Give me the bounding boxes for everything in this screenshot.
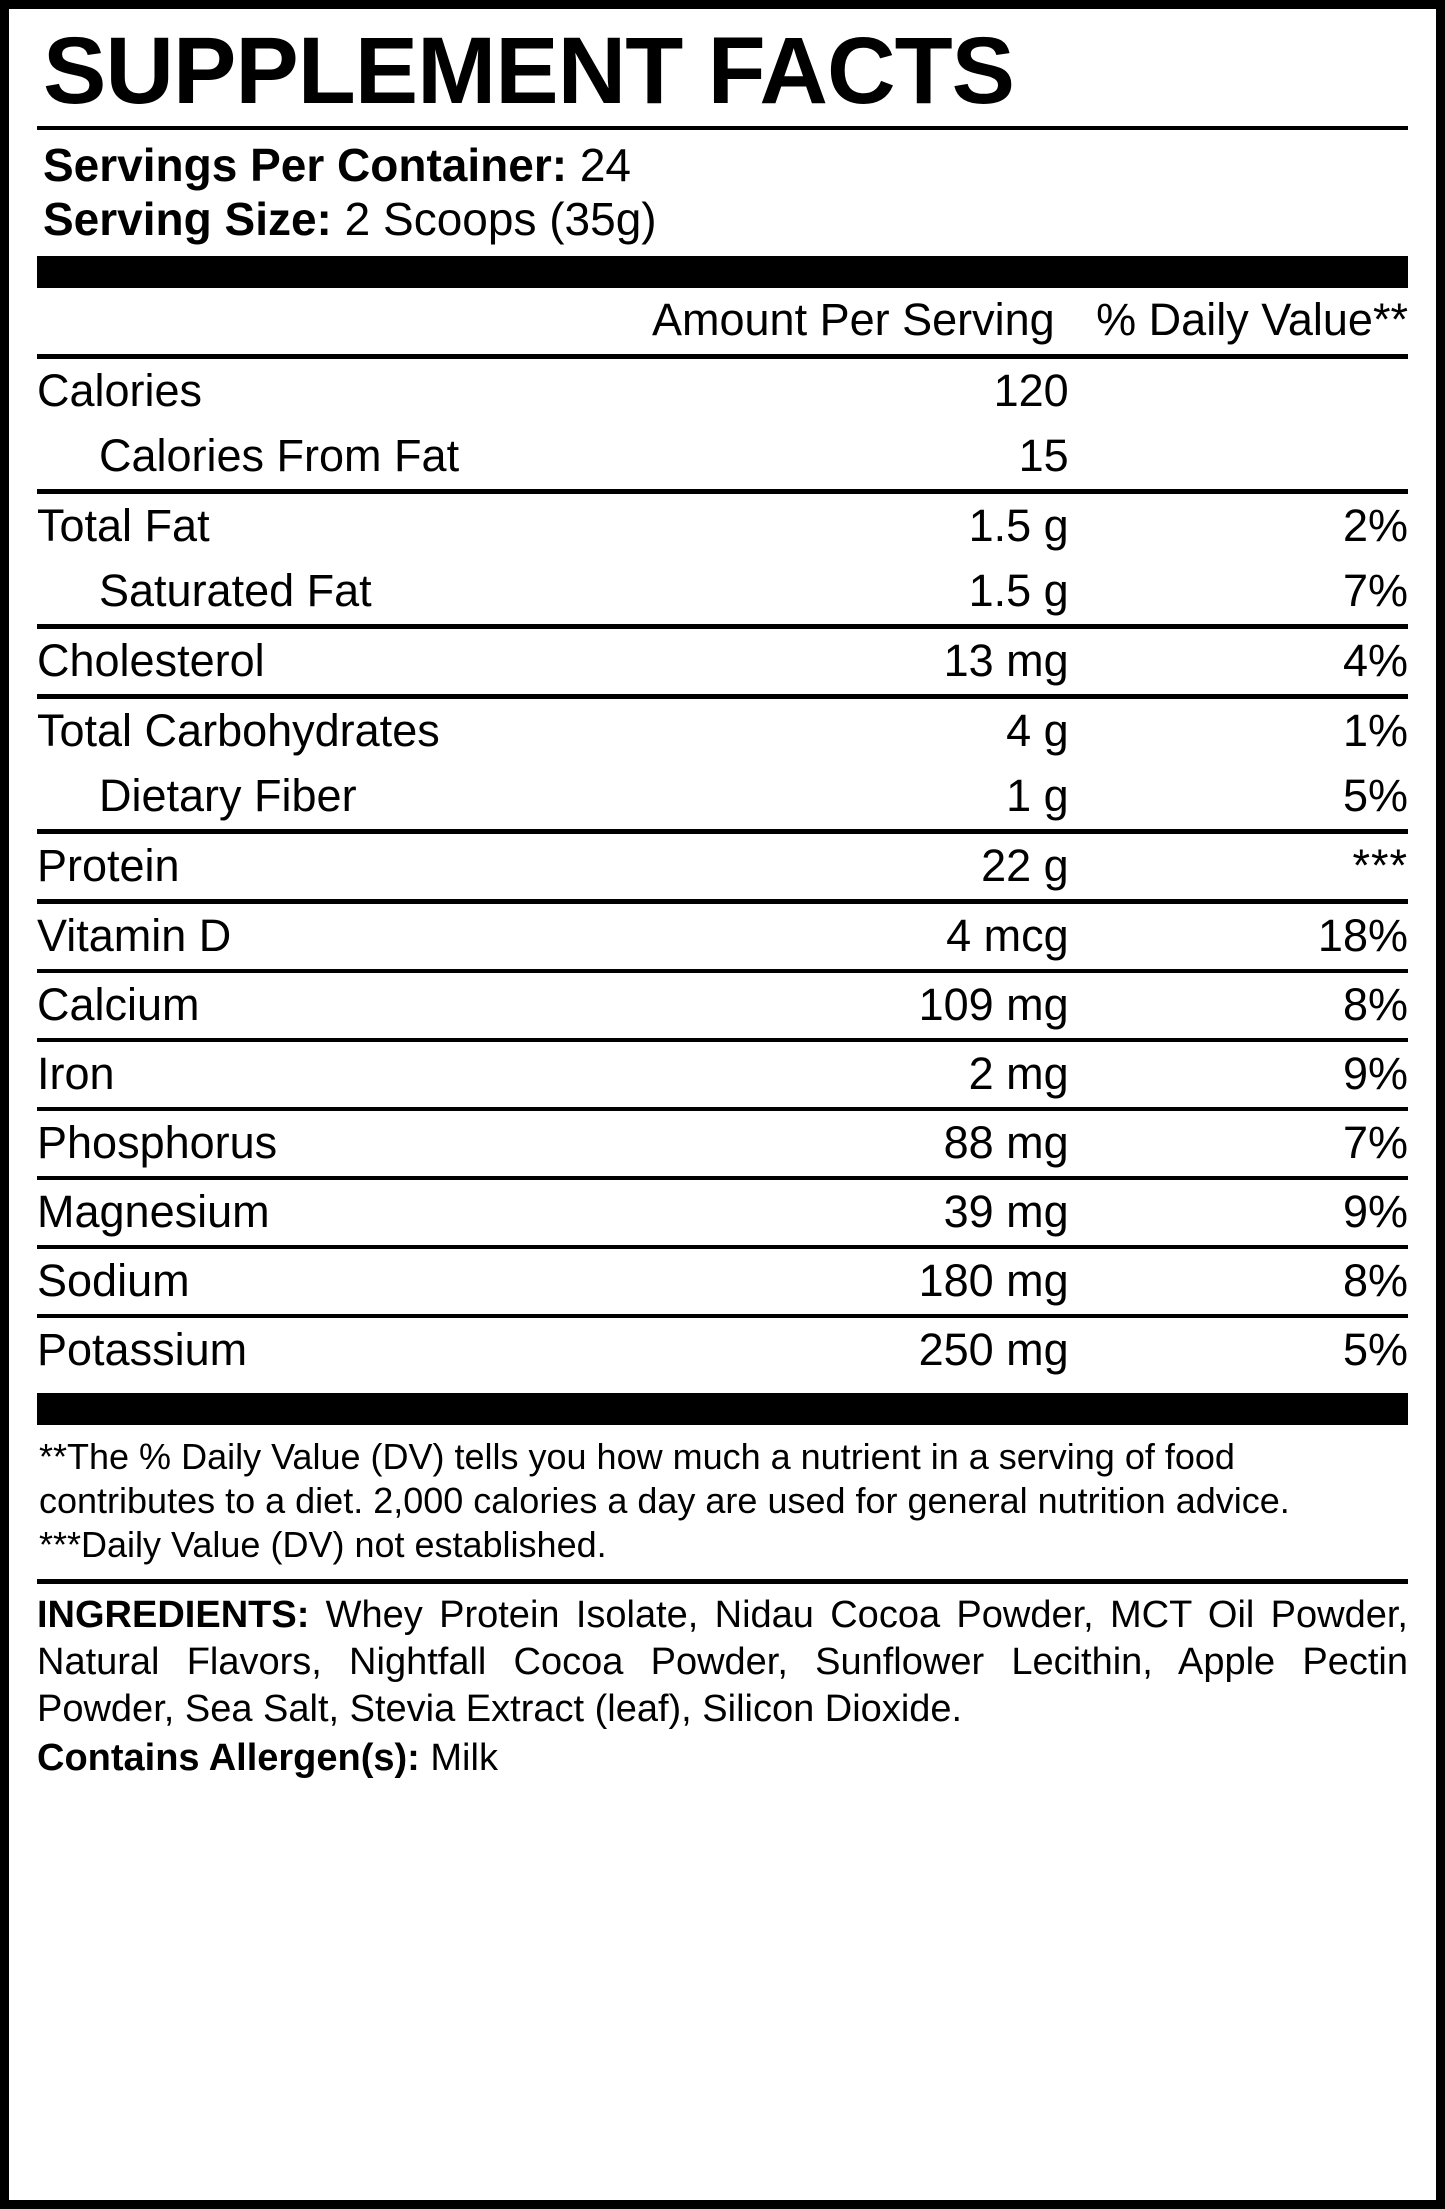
- serving-size-value: 2 Scoops (35g): [344, 193, 657, 246]
- serving-size-label: Serving Size:: [43, 193, 332, 246]
- row-name: Calcium: [37, 971, 553, 1040]
- servings-per-container-label: Servings Per Container:: [43, 138, 568, 191]
- row-amount: 180 mg: [553, 1247, 1069, 1316]
- serving-size-line: [43, 192, 1408, 246]
- table-row: [37, 627, 1408, 697]
- row-name: Vitamin D: [37, 902, 553, 972]
- row-amount: 15: [1018, 430, 1069, 482]
- row-amount: 109 mg: [553, 971, 1069, 1040]
- table-row: [37, 1178, 1408, 1247]
- nutrition-table-body: [37, 288, 1408, 1383]
- row-dv: 8%: [1069, 1247, 1408, 1316]
- row-amount: 1 g: [1006, 770, 1069, 822]
- table-row: [37, 1316, 1408, 1383]
- table-row: [37, 1247, 1408, 1316]
- header-daily-value: % Daily Value**: [1096, 294, 1408, 346]
- ingredients-divider: [37, 1579, 1408, 1584]
- row-dv: ***: [1069, 832, 1408, 902]
- row-amount: 1.5 g: [553, 492, 1069, 560]
- row-dv: [1069, 424, 1408, 492]
- row-name: Protein: [37, 832, 553, 902]
- row-name: Iron: [37, 1040, 553, 1109]
- allergens-block: [37, 1735, 1408, 1782]
- row-name: Total Fat: [37, 492, 553, 560]
- allergens-text: Milk: [430, 1737, 498, 1780]
- table-row: [37, 559, 1408, 627]
- row-dv: 9%: [1069, 1178, 1408, 1247]
- table-row: [37, 764, 1408, 832]
- footer-bar: [37, 1393, 1408, 1425]
- row-dv: 7%: [1069, 1109, 1408, 1178]
- row-amount: 39 mg: [553, 1178, 1069, 1247]
- row-dv: 7%: [1342, 565, 1408, 617]
- table-header-row: [37, 288, 1408, 357]
- allergens-label: Contains Allergen(s):: [37, 1737, 420, 1780]
- row-dv: 2%: [1069, 492, 1408, 560]
- row-name: Calories From Fat: [99, 430, 460, 482]
- table-row: [37, 357, 1408, 425]
- row-name: Calories: [37, 357, 553, 425]
- row-amount: 13 mg: [553, 627, 1069, 697]
- row-amount: 250 mg: [553, 1316, 1069, 1383]
- servings-per-container-line: [43, 138, 1408, 192]
- row-name: Dietary Fiber: [99, 770, 357, 822]
- title-divider: [37, 126, 1408, 130]
- row-name: Potassium: [37, 1316, 553, 1383]
- row-name: Phosphorus: [37, 1109, 553, 1178]
- table-row: [37, 832, 1408, 902]
- header-bar: [37, 256, 1408, 288]
- row-dv: 9%: [1069, 1040, 1408, 1109]
- table-row: [37, 1040, 1408, 1109]
- row-amount: 2 mg: [553, 1040, 1069, 1109]
- table-row: [37, 1109, 1408, 1178]
- header-amount-per-serving: Amount Per Serving: [652, 294, 1055, 346]
- page-title: SUPPLEMENT FACTS: [43, 18, 1015, 124]
- row-dv: 4%: [1069, 627, 1408, 697]
- row-dv: 5%: [1069, 1316, 1408, 1383]
- row-amount: 4 mcg: [553, 902, 1069, 972]
- serving-info: [43, 138, 1408, 247]
- row-amount: 120: [553, 357, 1069, 425]
- row-amount: 1.5 g: [968, 565, 1069, 617]
- row-dv: 18%: [1069, 902, 1408, 972]
- ingredients-text: Whey Protein Isolate, Nidau Cocoa Powder, MCT Oil Powder, Natural Flavors, Nightfall Cocoa Powder, Sunflower Lecithin, Apple Pectin Powder, Sea Salt, Stevia Extract (leaf), Silicon Dioxide.: [37, 1594, 1408, 1731]
- row-amount: 22 g: [553, 832, 1069, 902]
- row-dv: 8%: [1069, 971, 1408, 1040]
- table-row: [37, 424, 1408, 492]
- footnotes: [39, 1435, 1408, 1567]
- row-dv: 1%: [1069, 697, 1408, 765]
- row-name: Saturated Fat: [99, 565, 372, 617]
- footnote-not-established: ***Daily Value (DV) not established.: [39, 1524, 607, 1566]
- row-amount: 4 g: [553, 697, 1069, 765]
- table-row: [37, 697, 1408, 765]
- nutrition-table: [37, 288, 1408, 1383]
- ingredients-block: [37, 1592, 1408, 1733]
- row-dv: 5%: [1342, 770, 1408, 822]
- ingredients-label: INGREDIENTS:: [37, 1594, 310, 1637]
- table-row: [37, 971, 1408, 1040]
- header-nutrient: [37, 288, 553, 357]
- table-row: [37, 902, 1408, 972]
- table-row: [37, 492, 1408, 560]
- row-name: Magnesium: [37, 1178, 553, 1247]
- row-name: Sodium: [37, 1247, 553, 1316]
- row-name: Cholesterol: [37, 627, 553, 697]
- row-name: Total Carbohydrates: [37, 697, 553, 765]
- row-dv: [1069, 357, 1408, 425]
- footnote-daily-value: **The % Daily Value (DV) tells you how much a nutrient in a serving of food contributes to a diet. 2,000 calories a day are used for general nutrition advice.: [39, 1436, 1290, 1522]
- row-amount: 88 mg: [553, 1109, 1069, 1178]
- servings-per-container-value: 24: [579, 138, 631, 191]
